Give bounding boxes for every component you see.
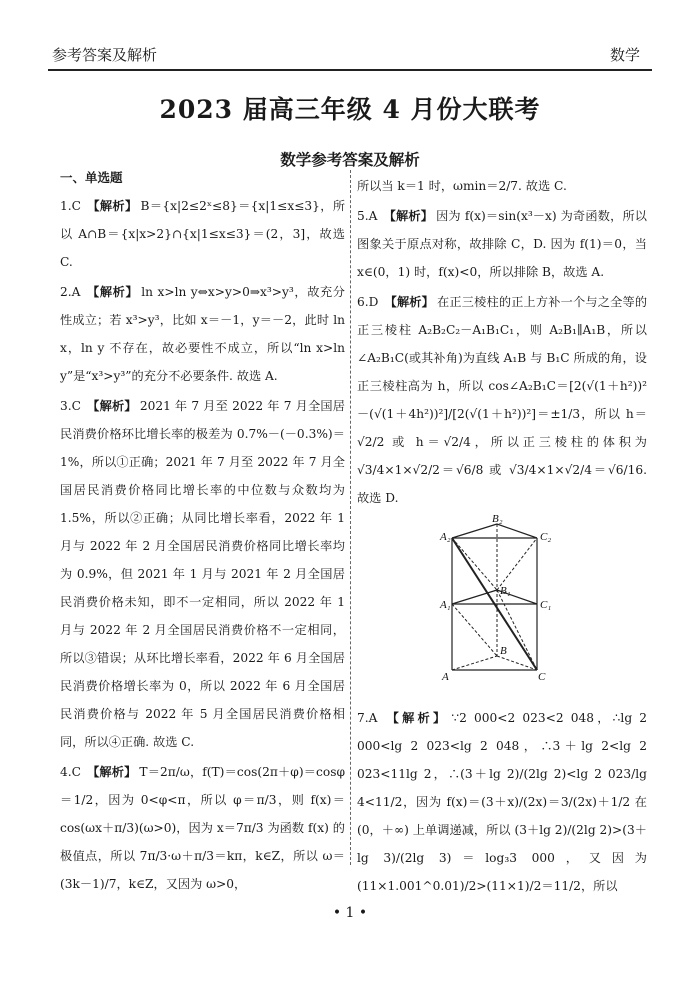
question-number: 7.A bbox=[357, 711, 378, 725]
page-header bbox=[0, 0, 700, 64]
answer-item-4 bbox=[60, 758, 345, 898]
label-b: B bbox=[500, 645, 507, 657]
right-column bbox=[357, 172, 647, 902]
header-subject: 数学 bbox=[609, 46, 640, 64]
prism-figure bbox=[440, 513, 582, 698]
answer-text: 在正三棱柱的正上方补一个与之全等的正三棱柱 A₂B₂C₂－A₁B₁C₁，则 A₂B₁∥A₁B，所以∠A₂B₁C(或其补角)为直线 A₁B 与 B₁C 所成的角，设正三棱柱高为 h，所以 cos∠A₂B₁C＝[2(√(1＋h²))²－(√(1＋4h²))²]/[2(√(1＋h²))²]＝±1/3，所以 h＝√2/2 或 h＝√2/4，所以正三棱柱的体积为 √3/4×1×√2/2＝√6/8 或 √3/4×1×√2/4＝√6/16. 故选 D. bbox=[357, 295, 648, 505]
header-left-text: 参考答案及解析 bbox=[52, 46, 158, 64]
section-heading: 一、单选题 bbox=[60, 170, 123, 185]
edge-a2-b2 bbox=[452, 524, 497, 538]
analysis-tag: 【解析】 bbox=[383, 711, 449, 725]
analysis-tag: 【解析】 bbox=[86, 399, 137, 413]
question-number: 6.D bbox=[357, 295, 379, 309]
edge-b2-c2 bbox=[497, 524, 537, 538]
hidden-segment-a1-b bbox=[452, 604, 497, 656]
answer-text: ln x>ln y⇔x>y>0⇒x³>y³，故充分性成立；若 x³>y³，比如 x＝－1，y＝－2，此时 ln x，ln y 不存在，故必要性不成立，所以“ln x>ln y”是“x³>y³”的充分不必要条件. 故选 A. bbox=[60, 285, 345, 383]
left-column bbox=[60, 168, 345, 900]
analysis-tag: 【解析】 bbox=[86, 285, 139, 299]
document-title: 2023 届高三年级 4 月份大联考 bbox=[159, 95, 541, 124]
analysis-tag: 【解析】 bbox=[383, 209, 434, 223]
analysis-tag: 【解析】 bbox=[86, 765, 137, 779]
answer-item-5 bbox=[357, 202, 647, 286]
header-rule bbox=[48, 69, 652, 71]
question-number: 5.A bbox=[357, 209, 378, 223]
answer-item-2 bbox=[60, 278, 345, 390]
label-c2: C₂ bbox=[540, 531, 552, 543]
answer-text: 所以当 k＝1 时，ωmin＝2/7. 故选 C. bbox=[357, 179, 567, 193]
question-number: 4.C bbox=[60, 765, 81, 779]
label-a1: A₁ bbox=[440, 599, 451, 611]
analysis-tag: 【解析】 bbox=[384, 295, 435, 309]
analysis-tag: 【解析】 bbox=[86, 199, 138, 213]
label-c: C bbox=[538, 671, 546, 683]
answer-text: ∵2 000<2 023<2 048，∴lg 2 000<lg 2 023<lg 2 048，∴3＋lg 2<lg 2 023<11lg 2，∴(3＋lg 2)/(2lg 2)<lg 2 023/lg 4<11/2，因为 f(x)＝(3＋x)/(2x)＝3/(2x)＋1/2 在 (0，＋∞) 上单调递减，所以 (3＋lg 2)/(2lg 2)>(3＋lg 3)/(2lg 3)＝log₃3 000，又因为 (11×1.001^0.01)/2>(11×1)/2＝11/2，所以 bbox=[357, 711, 648, 893]
column-divider bbox=[350, 170, 351, 865]
question-number: 2.A bbox=[60, 285, 81, 299]
answer-item-7 bbox=[357, 704, 647, 900]
page-number: • 1 • bbox=[332, 905, 368, 921]
label-b2: B₂ bbox=[492, 513, 503, 525]
answer-text: B＝{x|2≤2ˣ≤8}＝{x|1≤x≤3}，所以 A∩B＝{x|x>2}∩{x|1≤x≤3}＝(2，3]，故选 C. bbox=[60, 199, 346, 269]
document-subtitle: 数学参考答案及解析 bbox=[280, 150, 420, 169]
label-a: A bbox=[442, 671, 449, 683]
answer-item-6 bbox=[357, 288, 647, 512]
question-number: 3.C bbox=[60, 399, 81, 413]
answer-item-3 bbox=[60, 392, 345, 756]
answer-text: T＝2π/ω，f(T)＝cos(2π＋φ)＝cosφ＝1/2，因为 0<φ<π，所以 φ＝π/3，则 f(x)＝cos(ωx＋π/3)(ω>0)，因为 x＝7π/3 为函数 f(x) 的极值点，所以 7π/3·ω＋π/3＝kπ，k∈Z，所以 ω＝(3k－1)/7，k∈Z，又因为 ω>0， bbox=[60, 765, 346, 891]
label-b1: B₁ bbox=[500, 585, 511, 597]
answer-item-1 bbox=[60, 192, 345, 276]
hidden-segment-b1-c2 bbox=[497, 538, 537, 590]
answer-item-4-continued bbox=[357, 172, 647, 200]
label-c1: C₁ bbox=[540, 599, 552, 611]
label-a2: A₂ bbox=[440, 531, 451, 543]
answer-text: 因为 f(x)＝sin(x³－x) 为奇函数，所以图象关于原点对称，故排除 C，D. 因为 f(1)＝0，当 x∈(0，1) 时，f(x)<0，所以排除 B，故选 A. bbox=[357, 209, 647, 279]
hidden-segment-a2-b1 bbox=[452, 538, 497, 590]
answer-text: 2021 年 7 月至 2022 年 7 月全国居民消费价格环比增长率的极差为 0.7%－(－0.3%)＝1%，所以①正确；2021 年 7 月至 2022 年 7 月全国居民消费价格同比增长率的中位数与众数均为 1.5%，所以②正确；从同比增长率看，2022 年 1 月与 2022 年 2 月全国居民消费价格同比增长率均为 0.9%，但 2021 年 1 月与 2021 年 2 月全国居民消费价格未知，即不一定相同，所以 2022 年 1 月与 2022 年 2 月全国居民消费价格不一定相同，所以③错误；从环比增长率看，2022 年 6 月全国居民消费价格增长率为 0，所以 2022 年 6 月全国居民消费价格与 2022 年 5 月全国居民消费价格相同，所以④正确. 故选 C. bbox=[60, 399, 345, 749]
hidden-edge-a-b bbox=[452, 656, 497, 670]
question-number: 1.C bbox=[60, 199, 81, 213]
